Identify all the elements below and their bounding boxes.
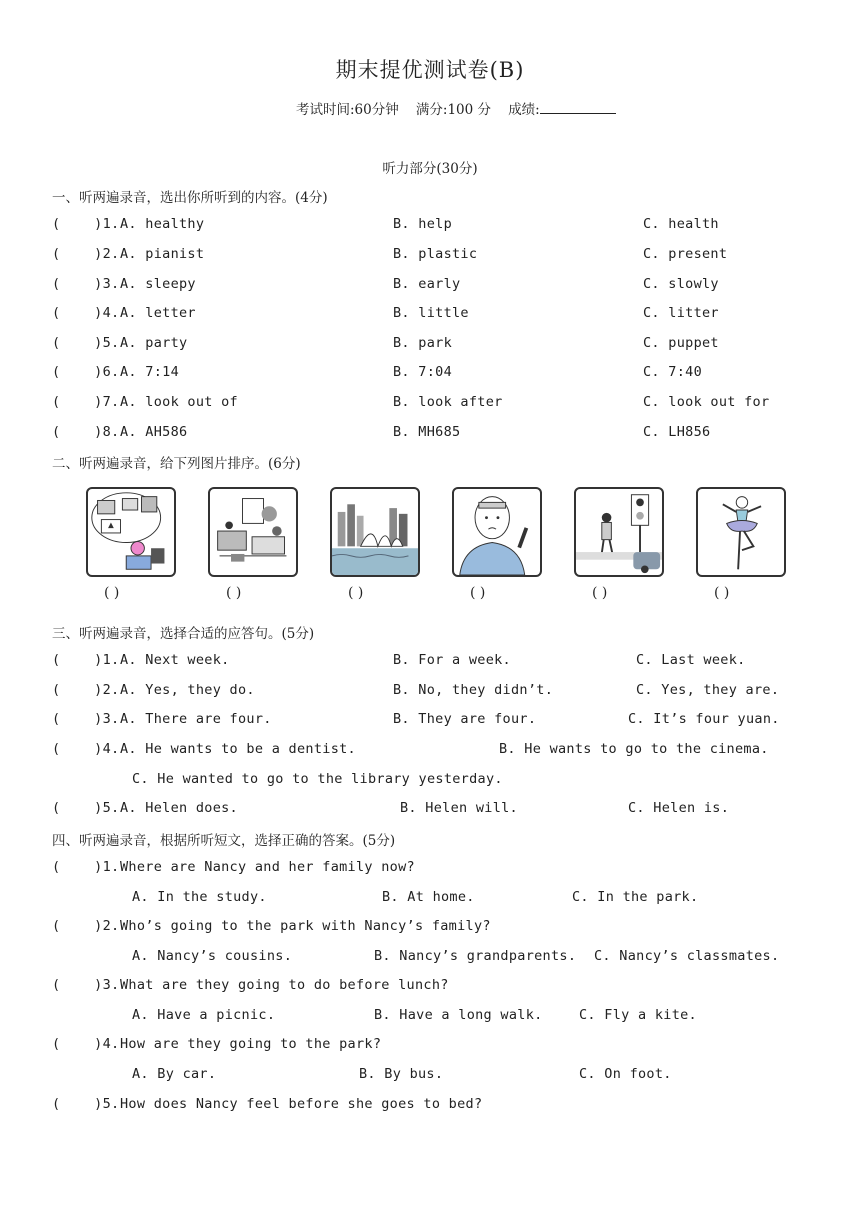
s4-q5-question: How does Nancy feel before she goes to bed? [120, 1096, 483, 1112]
s1-q6-option-b: B. 7:04 [393, 364, 452, 380]
s1-q5-option-b: B. park [393, 335, 452, 351]
s1-q7-option-a: A. look out of [120, 394, 238, 410]
s1-q5-option-a: A. party [120, 335, 188, 351]
s3-q3-option-b: B. They are four. [393, 711, 537, 727]
s1-q2-option-c: C. present [643, 246, 728, 262]
picture-girl-thinking [86, 487, 176, 577]
s4-q2-option-a: A. Nancy’s cousins. [132, 948, 293, 964]
s3-q3-option-c: C. It’s four yuan. [628, 711, 780, 727]
s1-q6-option-a: A. 7:14 [120, 364, 179, 380]
s3-q2-option-c: C. Yes, they are. [636, 682, 780, 698]
s3-q1-option-c: C. Last week. [636, 652, 746, 668]
s4-q4-option-a: A. By car. [132, 1066, 217, 1082]
s4-q1-option-b: B. At home. [382, 889, 475, 905]
s4-q2-number[interactable]: ( )2. [52, 918, 120, 934]
s1-q4-option-a: A. letter [120, 305, 196, 321]
s1-q8-number[interactable]: ( )8. [52, 424, 120, 440]
s3-q4-option-b: B. He wants to go to the cinema. [499, 741, 769, 757]
picture-3-answer[interactable]: ( ) [348, 585, 364, 601]
s1-q3-number[interactable]: ( )3. [52, 276, 120, 292]
s1-q8-option-a: A. AH586 [120, 424, 188, 440]
s3-q5-option-a: A. Helen does. [120, 800, 238, 816]
picture-sick-boy [452, 487, 542, 577]
s4-q2-option-b: B. Nancy’s grandparents. [374, 948, 577, 964]
picture-4-answer[interactable]: ( ) [470, 585, 486, 601]
page-title: 期末提优测试卷(B) [335, 58, 525, 82]
s4-q3-question: What are they going to do before lunch? [120, 977, 449, 993]
exam-info [296, 98, 616, 118]
s4-q1-option-a: A. In the study. [132, 889, 267, 905]
s4-q3-option-b: B. Have a long walk. [374, 1007, 543, 1023]
s3-q5-number[interactable]: ( )5. [52, 800, 120, 816]
section-3-heading: 三、听两遍录音，选择合适的应答句。(5分) [52, 626, 315, 642]
picture-messy-room [208, 487, 298, 577]
s1-q7-number[interactable]: ( )7. [52, 394, 120, 410]
s1-q6-option-c: C. 7:40 [643, 364, 702, 380]
s1-q2-option-b: B. plastic [393, 246, 478, 262]
picture-1-answer[interactable]: ( ) [104, 585, 120, 601]
s4-q4-option-b: B. By bus. [359, 1066, 444, 1082]
s1-q5-option-c: C. puppet [643, 335, 719, 351]
s4-q4-option-c: C. On foot. [579, 1066, 672, 1082]
section-1-heading: 一、听两遍录音，选出你所听到的内容。(4分) [52, 190, 328, 206]
s4-q5-number[interactable]: ( )5. [52, 1096, 120, 1112]
s1-q4-option-c: C. litter [643, 305, 719, 321]
s3-q5-option-c: C. Helen is. [628, 800, 730, 816]
s3-q2-option-a: A. Yes, they do. [120, 682, 255, 698]
s1-q5-number[interactable]: ( )5. [52, 335, 120, 351]
s1-q2-option-a: A. pianist [120, 246, 205, 262]
s3-q3-number[interactable]: ( )3. [52, 711, 120, 727]
s1-q3-option-a: A. sleepy [120, 276, 196, 292]
s3-q3-option-a: A. There are four. [120, 711, 272, 727]
s1-q7-option-c: C. look out for [643, 394, 770, 410]
s4-q3-option-c: C. Fly a kite. [579, 1007, 697, 1023]
s4-q2-question: Who’s going to the park with Nancy’s family? [120, 918, 491, 934]
score-label: 成绩: [508, 102, 540, 118]
s4-q4-number[interactable]: ( )4. [52, 1036, 120, 1052]
listening-header: 听力部分(30分) [382, 161, 478, 177]
s1-q1-option-c: C. health [643, 216, 719, 232]
s1-q3-option-c: C. slowly [643, 276, 719, 292]
picture-6-answer[interactable]: ( ) [714, 585, 730, 601]
s1-q4-number[interactable]: ( )4. [52, 305, 120, 321]
s3-q1-number[interactable]: ( )1. [52, 652, 120, 668]
s4-q1-option-c: C. In the park. [572, 889, 699, 905]
s3-q4-option-a: A. He wants to be a dentist. [120, 741, 356, 757]
s1-q8-option-b: B. MH685 [393, 424, 461, 440]
section-2-heading: 二、听两遍录音，给下列图片排序。(6分) [52, 456, 301, 472]
full-score: 满分:100 分 [415, 102, 492, 118]
s4-q3-option-a: A. Have a picnic. [132, 1007, 276, 1023]
s3-q4-option-c: C. He wanted to go to the library yesterday. [132, 771, 503, 787]
s4-q1-number[interactable]: ( )1. [52, 859, 120, 875]
s4-q2-option-c: C. Nancy’s classmates. [594, 948, 780, 964]
picture-ballet-dancer [696, 487, 786, 577]
picture-boy-crossing [574, 487, 664, 577]
s1-q1-number[interactable]: ( )1. [52, 216, 120, 232]
s3-q1-option-b: B. For a week. [393, 652, 511, 668]
s1-q6-number[interactable]: ( )6. [52, 364, 120, 380]
s4-q3-number[interactable]: ( )3. [52, 977, 120, 993]
s1-q1-option-b: B. help [393, 216, 452, 232]
s4-q4-question: How are they going to the park? [120, 1036, 382, 1052]
s1-q8-option-c: C. LH856 [643, 424, 711, 440]
s1-q1-option-a: A. healthy [120, 216, 205, 232]
picture-sydney-opera-house [330, 487, 420, 577]
s3-q1-option-a: A. Next week. [120, 652, 230, 668]
s4-q1-question: Where are Nancy and her family now? [120, 859, 415, 875]
s3-q5-option-b: B. Helen will. [400, 800, 518, 816]
s3-q4-number[interactable]: ( )4. [52, 741, 120, 757]
s1-q3-option-b: B. early [393, 276, 461, 292]
s3-q2-number[interactable]: ( )2. [52, 682, 120, 698]
picture-5-answer[interactable]: ( ) [592, 585, 608, 601]
section-4-heading: 四、听两遍录音，根据所听短文，选择正确的答案。(5分) [52, 833, 396, 849]
exam-time: 考试时间:60分钟 [296, 102, 399, 118]
score-blank[interactable] [540, 101, 616, 114]
s3-q2-option-b: B. No, they didn’t. [393, 682, 554, 698]
s1-q4-option-b: B. little [393, 305, 469, 321]
s1-q7-option-b: B. look after [393, 394, 503, 410]
s1-q2-number[interactable]: ( )2. [52, 246, 120, 262]
picture-2-answer[interactable]: ( ) [226, 585, 242, 601]
